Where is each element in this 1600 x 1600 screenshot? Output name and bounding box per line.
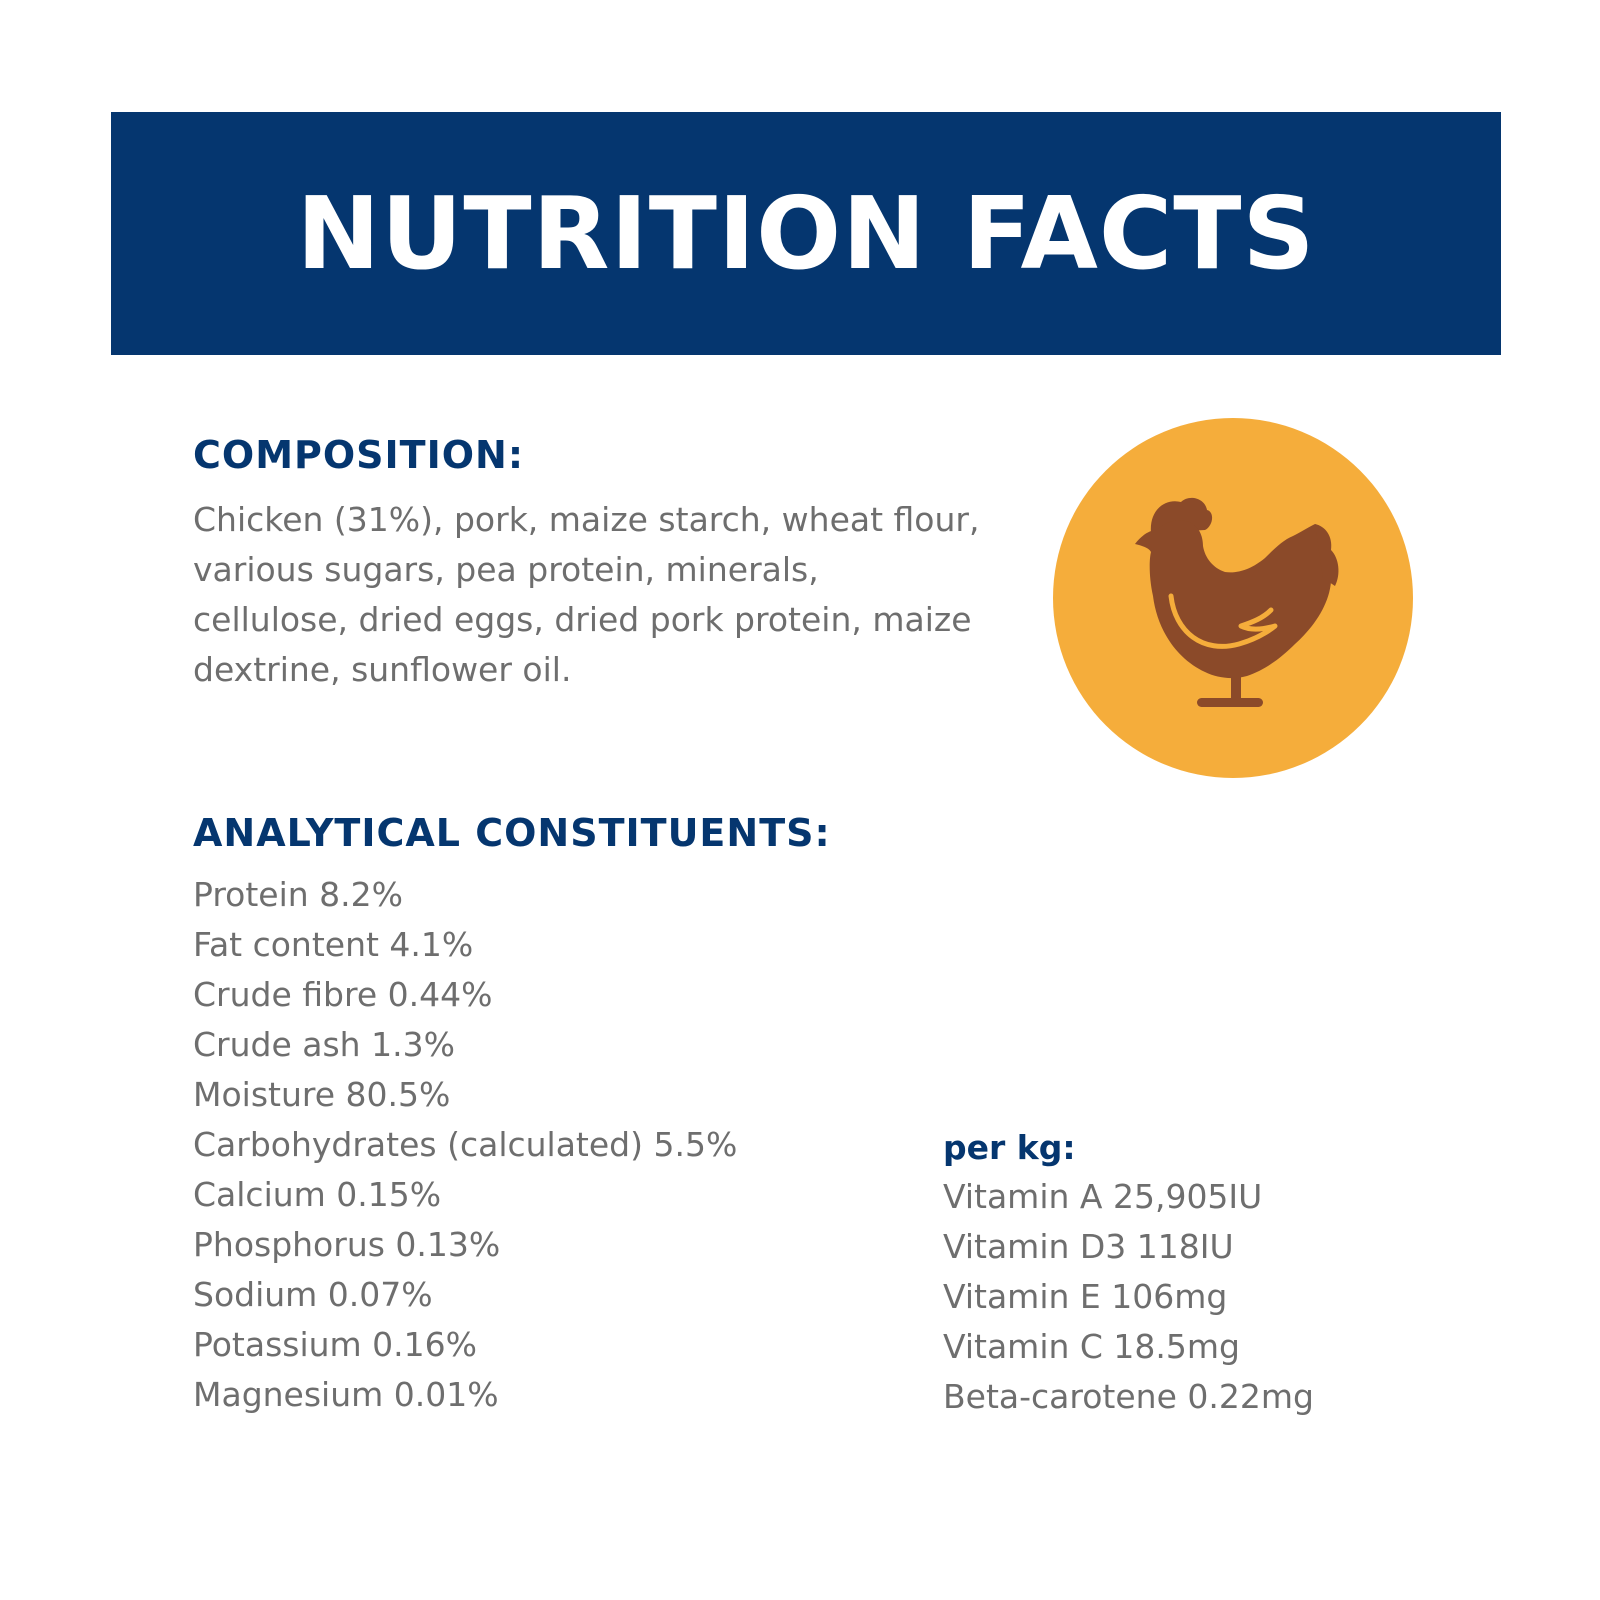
vitamin-item: Vitamin A 25,905IU — [943, 1177, 1263, 1216]
constituent-item: Carbohydrates (calculated) 5.5% — [193, 1125, 738, 1164]
constituent-item: Phosphorus 0.13% — [193, 1225, 501, 1264]
vitamin-item: Beta-carotene 0.22mg — [943, 1377, 1314, 1416]
vitamin-item: Vitamin C 18.5mg — [943, 1327, 1240, 1366]
constituent-item: Moisture 80.5% — [193, 1075, 451, 1114]
vitamin-item: Vitamin E 106mg — [943, 1277, 1228, 1316]
constituent-item: Potassium 0.16% — [193, 1325, 478, 1364]
analytical-constituents-list — [193, 870, 737, 1420]
constituent-item: Protein 8.2% — [193, 875, 404, 914]
constituent-item: Sodium 0.07% — [193, 1275, 433, 1314]
per-kg-heading: per kg: — [943, 1128, 1076, 1167]
title-banner — [111, 112, 1501, 355]
per-kg-list — [943, 1172, 1314, 1422]
chicken-icon-graphic — [1053, 418, 1413, 778]
vitamin-item: Vitamin D3 118IU — [943, 1227, 1234, 1266]
constituent-item: Magnesium 0.01% — [193, 1375, 499, 1414]
constituent-item: Crude ash 1.3% — [193, 1025, 455, 1064]
composition-text: Chicken (31%), pork, maize starch, wheat flour, various sugars, pea protein, minerals, cellulose, dried eggs, dried pork protein, maize dextrine, sunflower oil. — [193, 500, 980, 689]
constituent-item: Fat content 4.1% — [193, 925, 474, 964]
constituent-item: Calcium 0.15% — [193, 1175, 442, 1214]
constituent-item: Crude fibre 0.44% — [193, 975, 493, 1014]
composition-heading: COMPOSITION: — [193, 433, 525, 477]
page-title: NUTRITION FACTS — [296, 174, 1316, 292]
analytical-constituents-heading: ANALYTICAL CONSTITUENTS: — [193, 811, 831, 855]
chicken-icon — [1053, 418, 1413, 778]
